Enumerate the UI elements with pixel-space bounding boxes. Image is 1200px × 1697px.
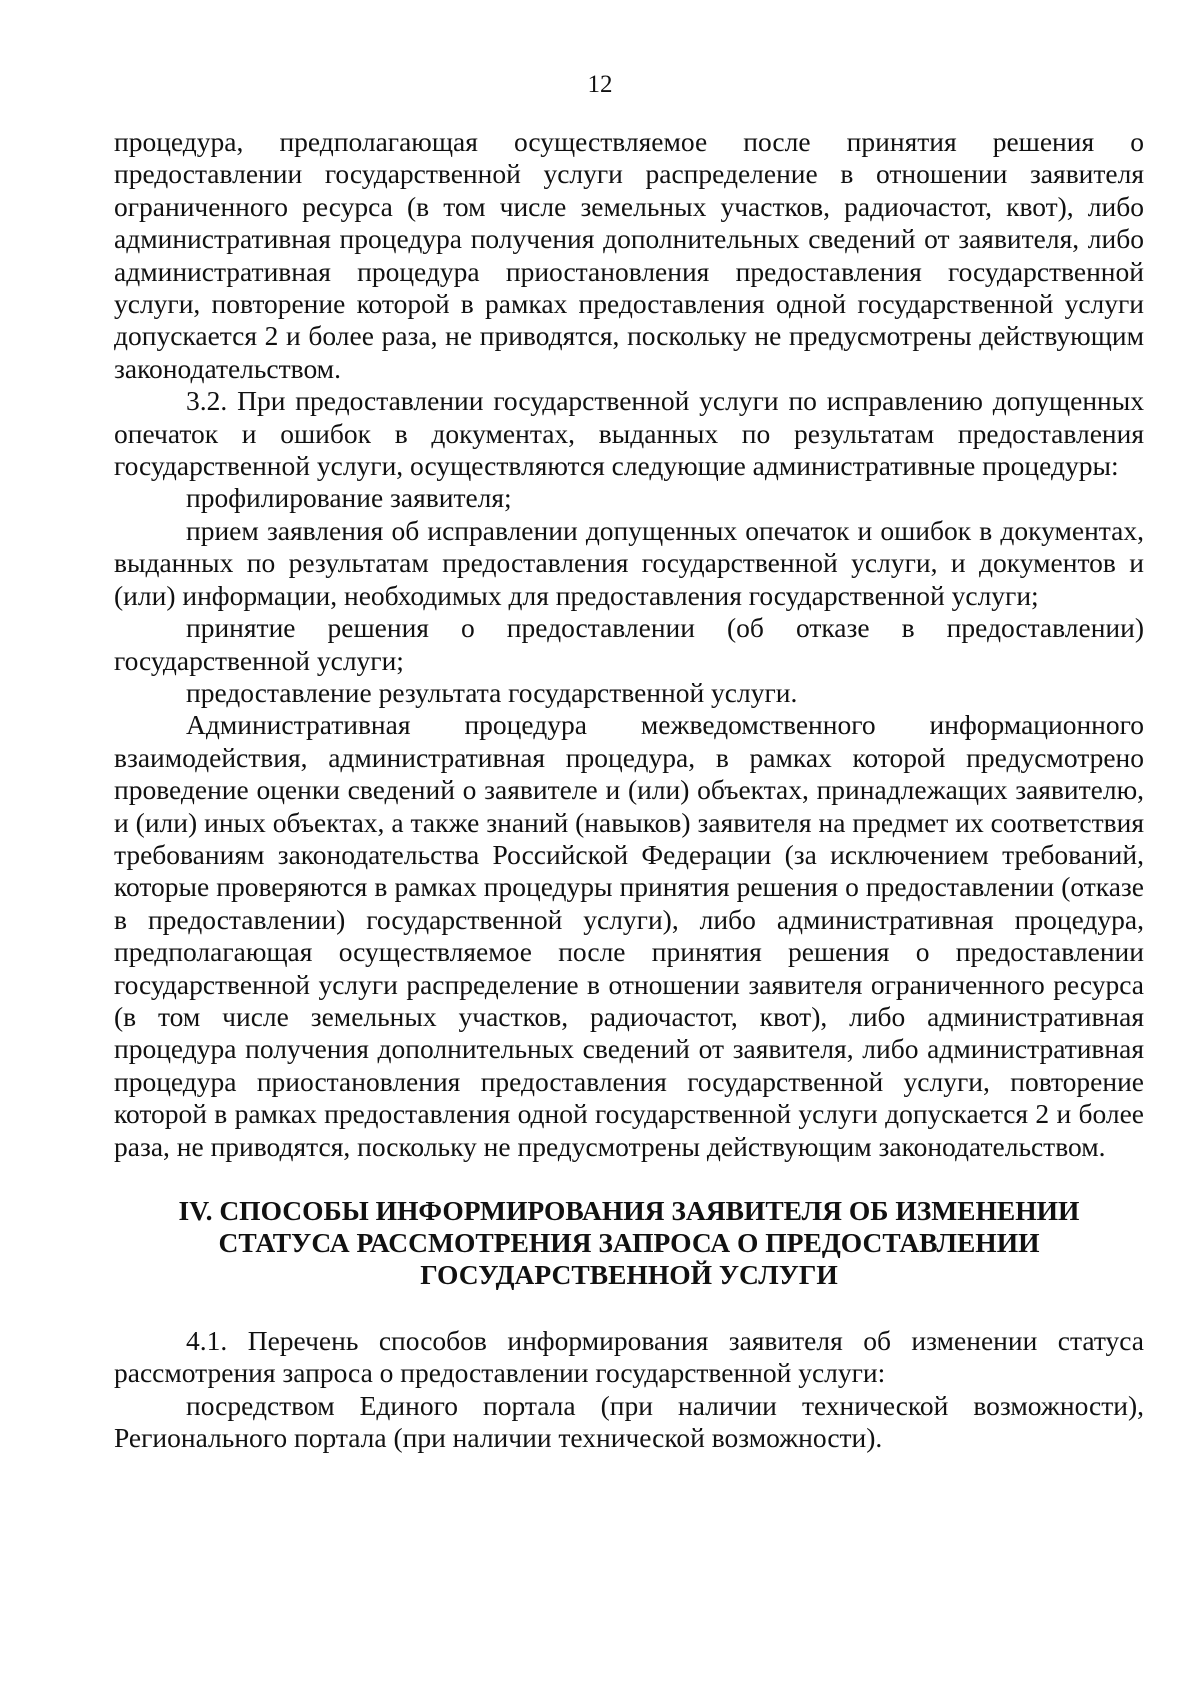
document-body	[114, 126, 1144, 1455]
list-item: профилирование заявителя;	[186, 482, 512, 514]
paragraph: 4.1. Перечень способов информирования заявителя об изменении статуса рассмотрения запроса о предоставлении государственной услуги:	[114, 1325, 1144, 1389]
page-number: 12	[587, 71, 613, 98]
section-heading	[114, 1195, 1144, 1291]
paragraph: Административная процедура межведомственного информационного взаимодействия, административная процедура, в рамках которой предусмотрено проведение оценки сведений о заявителе и (или) объектах, принадлежащих заявителю, и (или) иных объектах, а также знаний (навыков) заявителя на предмет их соответствия требованиям законодательства Российской Федерации (за исключением требований, которые проверяются в рамках процедуры принятия решения о предоставлении (отказе в предоставлении) государственной услуги), либо административная процедура, предполагающая осуществляемое после принятия решения о предоставлении государственной услуги распределение в отношении заявителя ограниченного ресурса (в том числе земельных участков, радиочастот, квот), либо административная процедура получения дополнительных сведений от заявителя, либо административная процедура приостановления предоставления государственной услуги, повторение которой в рамках предоставления одной государственной услуги допускается 2 и более раза, не приводятся, поскольку не предусмотрены действующим законодательством.	[114, 709, 1144, 1162]
list-item: принятие решения о предоставлении (об отказе в предоставлении) государственной услуги;	[114, 612, 1144, 676]
paragraph: процедура, предполагающая осуществляемое после принятия решения о предоставлении государственной услуги распределение в отношении заявителя ограниченного ресурса (в том числе земельных участков, радиочастот, квот), либо административная процедура получения дополнительных сведений от заявителя, либо административная процедура приостановления предоставления государственной услуги, повторение которой в рамках предоставления одной государственной услуги допускается 2 и более раза, не приводятся, поскольку не предусмотрены действующим законодательством.	[114, 126, 1144, 384]
list-item: прием заявления об исправлении допущенных опечаток и ошибок в документах, выданных по результатам предоставления государственной услуги, и документов и (или) информации, необходимых для предоставления государственной услуги;	[114, 514, 1144, 611]
list-item: посредством Единого портала (при наличии технической возможности), Регионального портала (при наличии технической возможности).	[114, 1389, 1144, 1454]
list-item: предоставление результата государственной услуги.	[186, 676, 798, 708]
section-heading-line: IV. СПОСОБЫ ИНФОРМИРОВАНИЯ ЗАЯВИТЕЛЯ ОБ ИЗМЕНЕНИИ	[178, 1195, 1080, 1226]
section-heading-line: СТАТУСА РАССМОТРЕНИЯ ЗАПРОСА О ПРЕДОСТАВЛЕНИИ	[218, 1227, 1040, 1258]
section-heading-line: ГОСУДАРСТВЕННОЙ УСЛУГИ	[420, 1259, 838, 1290]
paragraph: 3.2. При предоставлении государственной услуги по исправлению допущенных опечаток и ошибок в документах, выданных по результатам предоставления государственной услуги, осуществляются следующие административные процедуры:	[114, 385, 1144, 482]
